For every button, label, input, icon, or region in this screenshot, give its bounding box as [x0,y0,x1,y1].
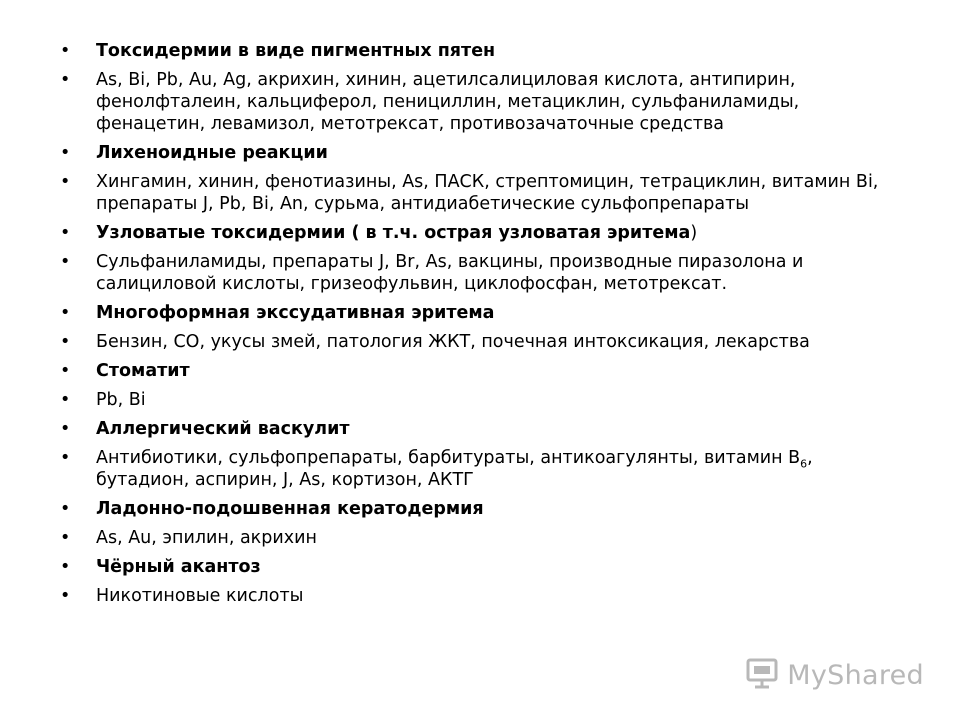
bullet: • [60,41,71,61]
list-item [60,331,890,353]
item-text: Антибиотики, сульфопрепараты, барбитураты, антикоагулянты, витамин B [96,448,801,468]
bullet: • [60,252,71,272]
item-text: Стоматит [96,361,190,381]
bullet: • [60,448,71,468]
list-item [60,142,890,164]
item-text: Бензин, CO, укусы змей, патология ЖКТ, почечная интоксикация, лекарства [96,332,810,352]
item-text: As, Bi, Pb, Au, Ag, акрихин, хинин, ацетилсалициловая кислота, антипирин, фенолфталеин, кальциферол, пенициллин, метациклин, сульфаниламиды, фенацетин, левамизол, метотрексат, противозачаточные средства [96,70,800,134]
watermark [745,656,924,694]
list-item [60,585,890,607]
item-text: Лихеноидные реакции [96,143,328,163]
item-text: Токсидермии в виде пигментных пятен [96,41,496,61]
bullet: • [60,172,71,192]
list-item [60,222,890,244]
list-item [60,251,890,295]
list-item [60,527,890,549]
item-text-rest: , бутадион, аспирин, J, As, кортизон, АКТГ [96,448,813,490]
list-item [60,302,890,324]
list-item [60,69,890,135]
item-text: Pb, Bi [96,390,146,410]
list-item [60,171,890,215]
list-item [60,360,890,382]
item-text: As, Au, эпилин, акрихин [96,528,317,548]
item-text: Узловатые токсидермии ( в т.ч. острая узловатая эритема [96,223,691,243]
bullet: • [60,390,71,410]
item-text-tail: ) [690,223,698,243]
item-text: Многоформная экссудативная эритема [96,303,495,323]
bullet: • [60,143,71,163]
item-text: Аллергический васкулит [96,419,350,439]
item-text: Чёрный акантоз [96,557,261,577]
subscript: 6 [800,457,808,471]
item-text: Хингамин, хинин, фенотиазины, As, ПАСК, стрептомицин, тетрациклин, витамин Bi, препараты J, Pb, Bi, An, сурьма, антидиабетические сульфопрепараты [96,172,879,214]
item-text: Ладонно-подошвенная кератодермия [96,499,484,519]
bullet: • [60,557,71,577]
list-item [60,447,890,491]
bullet-list [60,40,890,614]
list-item [60,389,890,411]
item-text: Никотиновые кислоты [96,586,304,606]
bullet: • [60,586,71,606]
list-item [60,556,890,578]
list-item [60,498,890,520]
bullet: • [60,499,71,519]
list-item [60,418,890,440]
bullet: • [60,332,71,352]
watermark-text: MyShared [787,659,924,691]
bullet: • [60,70,71,90]
bullet: • [60,528,71,548]
bullet: • [60,303,71,323]
bullet: • [60,361,71,381]
projector-screen-icon [745,656,779,694]
bullet: • [60,223,71,243]
bullet: • [60,419,71,439]
item-text: Сульфаниламиды, препараты J, Br, As, вакцины, производные пиразолона и салициловой кислоты, гризеофульвин, циклофосфан, метотрексат. [96,252,804,294]
list-item [60,40,890,62]
